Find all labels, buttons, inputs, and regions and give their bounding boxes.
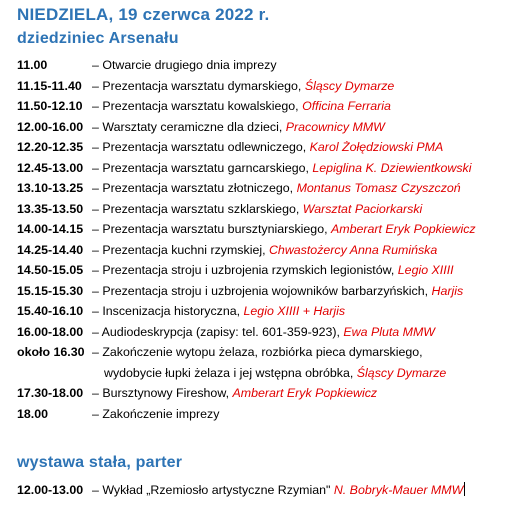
schedule-text <box>92 404 219 425</box>
schedule-text <box>92 240 437 261</box>
event-description: – Prezentacja warsztatu kowalskiego, <box>92 99 303 113</box>
event-participant: Legio XIIII <box>397 263 454 277</box>
schedule-text <box>92 342 423 363</box>
event-participant: Lepiglina K. Dziewientkowski <box>312 160 472 175</box>
event-participant: N. Bobryk-Mauer MMW <box>333 483 464 497</box>
event-description: – Prezentacja warsztatu odlewniczego, <box>92 140 310 154</box>
schedule-time: 11.00 <box>17 58 48 72</box>
event-description: – Zakończenie imprezy <box>92 406 220 421</box>
schedule-text <box>92 96 391 117</box>
schedule-text <box>92 158 471 179</box>
event-description: – Bursztynowy Fireshow, <box>92 386 233 400</box>
schedule-time: 12.45-13.00 <box>17 160 84 175</box>
event-participant: Officina Ferraria <box>302 99 391 113</box>
event-description: wydobycie łupki żelaza i jej wstępna obróbka, <box>104 365 357 380</box>
event-participant: Chwastożercy Anna Rumińska <box>268 242 438 257</box>
event-description: – Prezentacja warsztatu bursztyniarskiego, <box>92 222 331 236</box>
schedule-text <box>92 219 476 240</box>
event-description: – Prezentacja warsztatu szklarskiego, <box>92 201 303 216</box>
schedule-text <box>92 301 345 322</box>
event-description: – Zakończenie wytopu żelaza, rozbiórka pieca dymarskiego, <box>92 345 423 359</box>
event-description: – Prezentacja kuchni rzymskiej, <box>92 242 269 257</box>
schedule-time: 14.00-14.15 <box>17 222 84 236</box>
schedule-time: 13.10-13.25 <box>17 181 84 195</box>
day-heading: NIEDZIELA, 19 czerwca 2022 r. <box>17 5 270 24</box>
event-description: – Prezentacja stroju i uzbrojenia wojowników barbarzyńskich, <box>92 283 432 298</box>
schedule-time: 18.00 <box>17 406 49 421</box>
event-description: – Prezentacja stroju i uzbrojenia rzymskich legionistów, <box>92 263 398 277</box>
schedule-text <box>92 55 277 76</box>
event-description: – Audiodeskrypcja (zapisy: tel. 601-359-923), <box>92 324 344 339</box>
schedule-time: 17.30-18.00 <box>17 386 84 400</box>
schedule-text <box>104 363 446 384</box>
event-description: – Prezentacja warsztatu dymarskiego, <box>92 78 305 93</box>
schedule-text[interactable] <box>92 480 465 501</box>
text-cursor <box>464 482 465 496</box>
schedule-text <box>92 178 461 199</box>
event-description: – Otwarcie drugiego dnia imprezy <box>92 58 277 72</box>
schedule-time: 14.25-14.40 <box>17 242 84 257</box>
venue-heading: dziedziniec Arsenału <box>17 30 179 47</box>
schedule-text <box>92 137 443 158</box>
schedule-time: 16.00-18.00 <box>17 324 84 339</box>
event-participant: Warsztat Paciorkarski <box>302 201 423 216</box>
event-description: – Inscenizacja historyczna, <box>92 304 244 318</box>
event-participant: Ewa Pluta MMW <box>343 324 435 339</box>
schedule-time: 11.15-11.40 <box>17 78 82 93</box>
event-description: – Wykład „Rzemiosło artystyczne Rzymian" <box>92 483 334 497</box>
schedule-time: 12.00-16.00 <box>17 119 84 134</box>
schedule-text <box>92 199 422 220</box>
event-participant: Śląscy Dymarze <box>356 365 447 380</box>
schedule-time: około 16.30 <box>17 345 85 359</box>
schedule-text <box>92 281 463 302</box>
event-description: – Prezentacja warsztatu garncarskiego, <box>92 160 313 175</box>
event-participant: Harjis <box>431 283 464 298</box>
schedule-text <box>92 260 454 281</box>
schedule-time: 11.50-12.10 <box>17 99 83 113</box>
section-heading: wystawa stała, parter <box>17 454 183 471</box>
event-participant: Montanus Tomasz Czyszczoń <box>296 181 461 195</box>
schedule-text <box>92 383 377 404</box>
event-participant: Śląscy Dymarze <box>304 78 395 93</box>
event-description: – Warsztaty ceramiczne dla dzieci, <box>92 119 286 134</box>
schedule-text <box>92 117 385 138</box>
event-description: – Prezentacja warsztatu złotniczego, <box>92 181 297 195</box>
event-participant: Legio XIIII + Harjis <box>243 304 346 318</box>
schedule-time: 14.50-15.05 <box>17 263 84 277</box>
schedule-time: 13.35-13.50 <box>17 201 84 216</box>
schedule-text <box>92 76 394 97</box>
event-participant: Pracownicy MMW <box>285 119 385 134</box>
schedule-time: 15.40-16.10 <box>17 304 84 318</box>
event-participant: Amberart Eryk Popkiewicz <box>232 386 378 400</box>
schedule-time: 12.20-12.35 <box>17 140 84 154</box>
schedule-time: 15.15-15.30 <box>17 283 84 298</box>
event-participant: Amberart Eryk Popkiewicz <box>330 222 476 236</box>
event-participant: Karol Żołędziowski PMA <box>309 140 444 154</box>
schedule-time: 12.00-13.00 <box>17 483 84 497</box>
schedule-text <box>92 322 435 343</box>
